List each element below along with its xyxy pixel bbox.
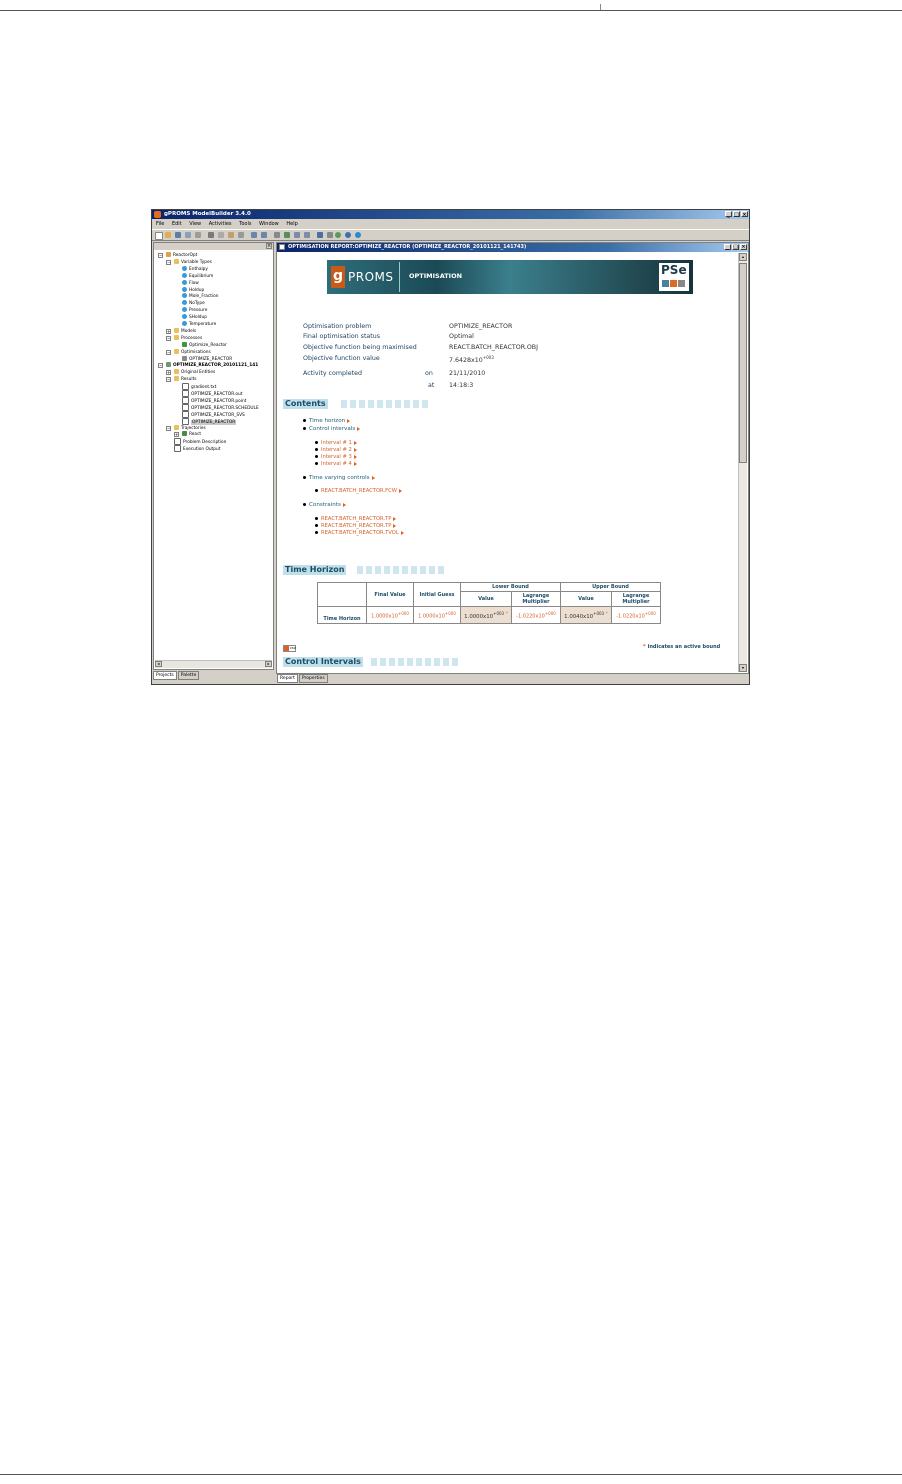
folder-icon <box>174 328 179 333</box>
link-control-intervals[interactable] <box>303 426 360 432</box>
header-upper-bound: Upper Bound <box>561 583 661 592</box>
link-interval-4[interactable] <box>315 461 357 467</box>
tree-item-label: Holdup <box>189 287 205 293</box>
link-constraint-tp-2-label: REACT.BATCH_REACTOR.TP <box>321 523 392 529</box>
active-bound-note-text: indicates an active bound <box>647 644 721 650</box>
problem-label: Optimisation problem <box>303 323 372 330</box>
cell-lb-lagrange <box>512 607 561 624</box>
tree-item-label: OPTIMIZE_REACTOR_20101121_141 <box>173 363 259 369</box>
csv-icon-square <box>284 646 289 651</box>
dropdown-icon[interactable] <box>327 232 333 238</box>
menu-bar <box>152 220 749 228</box>
objective-numeric-value <box>449 355 494 364</box>
csv-export-icon[interactable] <box>283 645 296 652</box>
pse-logo <box>659 263 689 291</box>
window-title: gPROMS ModelBuilder 3.4.0 <box>164 211 251 217</box>
header-initial-guess: Initial Guess <box>414 583 461 607</box>
project-panel-header <box>154 243 273 250</box>
folder-icon <box>174 376 179 381</box>
link-interval-2[interactable] <box>315 447 357 453</box>
report-panel-header[interactable] <box>277 243 748 252</box>
scroll-left-icon[interactable]: ◂ <box>155 661 162 667</box>
link-time-varying-label: Time varying controls <box>309 475 370 481</box>
link-time-varying-controls[interactable] <box>303 475 375 481</box>
at-label: at <box>428 382 435 389</box>
expand-icon[interactable]: + <box>175 432 179 438</box>
pse-logo-square-grey <box>678 280 685 287</box>
folder-icon <box>174 425 179 430</box>
toolbar <box>152 229 749 241</box>
window-titlebar[interactable] <box>152 210 749 219</box>
cell-initial-guess <box>414 607 461 624</box>
left-panel-tabs <box>153 671 200 679</box>
arrow-right-icon <box>393 517 396 521</box>
objective-label: Objective function being maximised <box>303 344 417 351</box>
banner-divider <box>399 262 400 292</box>
tree-item-label: Temperature <box>189 322 217 327</box>
row-label-time-horizon: Time Horizon <box>318 607 367 624</box>
scroll-up-icon[interactable]: ▴ <box>739 253 747 261</box>
tree-item-label: OPTIMIZE_REACTOR.point <box>191 398 247 404</box>
expand-icon[interactable]: + <box>167 328 171 334</box>
tree-item-label: OPTIMIZE_REACTOR <box>192 419 236 425</box>
undo-icon[interactable] <box>251 232 257 238</box>
collapse-icon[interactable]: − <box>167 335 171 341</box>
report-panel-tabs <box>277 674 329 682</box>
scroll-thumb[interactable] <box>739 263 747 463</box>
application-window <box>151 209 750 685</box>
banner-title: OPTIMISATION <box>409 272 463 280</box>
tree-item-label: gradient.txt <box>191 385 217 391</box>
tree-item-label: Equilibrium <box>189 273 214 279</box>
header-final-value: Final Value <box>367 583 414 607</box>
tree-item-label: Results <box>181 377 197 383</box>
pse-logo-square-blue <box>662 280 669 287</box>
section-header-dots <box>357 566 447 574</box>
completed-label: Activity completed <box>303 370 362 377</box>
link-interval-1-label: Interval # 1 <box>321 440 352 446</box>
tree-item-label: Optimize_Reactor <box>189 342 227 348</box>
variable-type-icon <box>182 280 187 285</box>
arrow-right-icon <box>354 448 357 452</box>
link-constraint-tvol-label: REACT.BATCH_REACTOR.TVOL <box>321 530 399 536</box>
close-button[interactable]: × <box>742 212 747 218</box>
header-lb-value: Value <box>461 592 512 607</box>
collapse-icon[interactable]: − <box>167 377 171 383</box>
collapse-icon[interactable]: − <box>167 259 171 265</box>
link-constraint-tvol[interactable] <box>315 530 404 536</box>
cell-lb-value <box>461 607 512 624</box>
report-panel-title: OPTIMISATION REPORT:OPTIMIZE_REACTOR (OPTIMIZE_REACTOR_20101121_141743) <box>288 244 527 250</box>
save-icon[interactable] <box>175 232 181 238</box>
results-project-icon <box>166 362 171 367</box>
tab-report[interactable]: Report <box>277 674 298 683</box>
gproms-app-icon <box>154 211 161 218</box>
variable-type-icon <box>182 273 187 278</box>
link-time-horizon[interactable] <box>303 418 350 424</box>
paste-icon[interactable] <box>228 232 234 238</box>
tab-palette[interactable]: Palette <box>178 671 200 680</box>
close-panel-button[interactable]: × <box>267 243 272 249</box>
link-control-fcw-label: REACT.BATCH_REACTOR.FCW <box>321 488 397 494</box>
contents-heading: Contents <box>285 399 326 408</box>
link-constraints-label: Constraints <box>309 502 341 508</box>
scroll-right-icon[interactable]: ▸ <box>265 661 272 667</box>
objective-mantissa: 7.6428x10 <box>449 357 483 365</box>
report-banner <box>327 260 693 294</box>
page-bottom-rule <box>0 1474 902 1475</box>
lb-mantissa: 1.0000x10 <box>464 613 494 620</box>
objective-exponent: +003 <box>482 355 494 360</box>
link-control-intervals-label: Control intervals <box>309 426 356 432</box>
arrow-right-icon <box>343 503 346 507</box>
link-control-fcw[interactable] <box>315 488 402 494</box>
gproms-logo-g: g <box>331 266 345 288</box>
menu-edit[interactable]: Edit <box>171 221 182 227</box>
tab-properties[interactable]: Properties <box>299 674 328 683</box>
collapse-icon[interactable]: − <box>167 349 171 355</box>
control-intervals-heading: Control Intervals <box>285 657 361 666</box>
ub-exponent: +003 <box>593 610 605 616</box>
table-row <box>318 607 661 624</box>
project-tree-panel <box>153 242 274 670</box>
scroll-down-icon[interactable]: ▾ <box>739 664 747 672</box>
file-icon <box>174 445 181 452</box>
lb-lagrange-mantissa: -1.0220x10 <box>516 613 545 620</box>
execute-icon[interactable] <box>335 232 341 238</box>
tree-item-label: Problem Description <box>183 440 227 446</box>
arrow-right-icon <box>354 462 357 466</box>
cell-final-value <box>367 607 414 624</box>
tree-item-label: Original Entities <box>181 370 216 376</box>
contents-section-header <box>283 399 723 409</box>
menu-help[interactable]: Help <box>286 221 298 227</box>
redo-icon[interactable] <box>261 232 267 238</box>
link-constraint-tp-1-label: REACT.BATCH_REACTOR.TP <box>321 516 392 522</box>
status-label: Final optimisation status <box>303 333 381 340</box>
maximize-button[interactable]: □ <box>734 212 739 218</box>
save-all-icon[interactable] <box>185 232 191 238</box>
report-panel <box>276 242 749 674</box>
tree-horizontal-scrollbar[interactable] <box>155 660 272 668</box>
report-document-icon <box>279 244 285 250</box>
tree-item-label: Models <box>181 328 197 334</box>
report-restore-button[interactable]: □ <box>733 244 738 250</box>
variable-type-icon <box>182 314 187 319</box>
section-header-dots <box>341 400 431 408</box>
tree-item-label: OPTIMIZE_REACTOR.out <box>191 392 243 397</box>
tree-item-label: OPTIMIZE_REACTOR <box>189 356 233 362</box>
variable-type-icon <box>182 307 187 312</box>
collapse-icon[interactable]: − <box>159 363 163 369</box>
tree-item-label: React <box>189 432 202 438</box>
arrow-right-icon <box>347 419 350 423</box>
arrow-right-icon <box>357 427 360 431</box>
lb-active-mark: * <box>505 610 508 616</box>
link-constraints[interactable] <box>303 502 346 508</box>
link-interval-3[interactable] <box>315 454 357 460</box>
forward-icon[interactable] <box>304 232 310 238</box>
link-interval-4-label: Interval # 4 <box>321 461 352 467</box>
tree-item-label: ReactorOpt <box>173 253 198 258</box>
tree-item-label: Enthalpy <box>189 266 208 272</box>
link-interval-3-label: Interval # 3 <box>321 454 352 460</box>
control-intervals-section-header <box>283 657 723 667</box>
open-folder-icon[interactable] <box>165 232 171 238</box>
header-lower-bound: Lower Bound <box>461 583 561 592</box>
tree-item-label: Pressure <box>189 308 208 314</box>
final-exponent: +000 <box>397 610 409 616</box>
variable-type-icon <box>182 293 187 298</box>
collapse-icon[interactable]: − <box>159 253 163 258</box>
arrow-right-icon <box>401 531 404 535</box>
ub-mantissa: 1.0040x10 <box>564 613 594 620</box>
tree-item-label: Trajectories <box>181 425 206 431</box>
folder-icon <box>174 335 179 340</box>
help-icon[interactable] <box>355 232 361 238</box>
menu-tools[interactable]: Tools <box>239 221 252 227</box>
copy-icon[interactable] <box>218 232 224 238</box>
status-value: Optimal <box>449 333 474 340</box>
arrow-right-icon <box>372 476 375 480</box>
completed-date: 21/11/2010 <box>449 370 486 377</box>
arrow-right-icon <box>354 441 357 445</box>
link-constraint-tp-2[interactable] <box>315 523 396 529</box>
page-top-rule <box>0 10 902 11</box>
table-corner-cell <box>318 583 367 607</box>
section-header-dots <box>371 658 461 666</box>
variable-type-icon <box>182 321 187 326</box>
tree-item-label: Optimisations <box>181 349 211 355</box>
tree-item-label: NoType <box>189 301 205 307</box>
report-vertical-scrollbar[interactable] <box>738 253 747 672</box>
print-icon[interactable] <box>195 232 201 238</box>
expand-icon[interactable]: + <box>167 370 171 376</box>
trajectory-icon <box>182 431 187 436</box>
variable-type-icon <box>182 300 187 305</box>
initial-exponent: +000 <box>444 610 456 616</box>
menu-window[interactable]: Window <box>259 221 279 227</box>
tree-item-label: Variable Types <box>181 259 212 265</box>
initial-mantissa: 1.0000x10 <box>418 613 445 620</box>
minimize-button[interactable]: _ <box>725 211 732 217</box>
back-icon[interactable] <box>294 232 300 238</box>
link-time-horizon-label: Time horizon <box>309 418 346 424</box>
tree-item-label: Flow <box>189 280 199 286</box>
link-interval-2-label: Interval # 2 <box>321 447 352 453</box>
csv-label: csv <box>290 646 296 650</box>
tree-item-label: SHoldup <box>189 315 207 321</box>
ub-lagrange-exponent: +000 <box>644 610 656 616</box>
active-bound-star: * <box>643 644 646 650</box>
on-label: on <box>425 370 433 377</box>
pse-logo-text: PSe <box>661 263 687 277</box>
simulate-icon[interactable] <box>317 232 323 238</box>
ub-active-mark: * <box>605 610 608 616</box>
web-icon[interactable] <box>345 232 351 238</box>
cell-ub-value <box>561 607 612 624</box>
gproms-logo-text: PROMS <box>348 270 394 284</box>
tree-item[interactable] <box>174 445 220 452</box>
time-horizon-heading: Time Horizon <box>285 565 345 574</box>
collapse-icon[interactable]: − <box>167 425 171 431</box>
menu-file[interactable]: File <box>156 221 165 227</box>
objective-value: REACT.BATCH_REACTOR.OBJ <box>449 344 538 351</box>
report-content <box>283 254 733 674</box>
tree-item-label: OPTIMIZE_REACTOR_SVS <box>191 412 245 418</box>
optimisation-icon <box>182 356 187 361</box>
variable-type-icon <box>182 266 187 271</box>
folder-icon <box>174 259 179 264</box>
report-minimize-button[interactable]: _ <box>724 244 731 250</box>
arrow-right-icon <box>393 524 396 528</box>
folder-icon <box>174 369 179 374</box>
tree-item-label: Processes <box>181 335 203 341</box>
time-horizon-table <box>317 582 661 624</box>
link-constraint-tp-1[interactable] <box>315 516 396 522</box>
delete-icon[interactable] <box>238 232 244 238</box>
run-icon[interactable] <box>284 232 290 238</box>
objective-value-label: Objective function value <box>303 355 380 362</box>
problem-value: OPTIMIZE_REACTOR <box>449 323 513 330</box>
lb-lagrange-exponent: +000 <box>544 610 556 616</box>
header-ub-lagrange: Lagrange Multiplier <box>612 592 661 607</box>
header-lb-lagrange: Lagrange Multiplier <box>512 592 561 607</box>
header-ub-value: Value <box>561 592 612 607</box>
final-mantissa: 1.0000x10 <box>371 613 398 620</box>
find-icon[interactable] <box>274 232 280 238</box>
cut-icon[interactable] <box>208 232 214 238</box>
report-close-button[interactable]: × <box>741 244 746 250</box>
tree-item-label: Mole_Fraction <box>189 294 219 300</box>
completed-time: 14:18:3 <box>449 382 474 389</box>
link-interval-1[interactable] <box>315 440 357 446</box>
project-icon <box>166 252 171 257</box>
folder-icon <box>174 349 179 354</box>
tab-projects[interactable]: Projects <box>153 671 177 680</box>
pse-logo-square-orange <box>670 280 677 287</box>
tree-item-label: Execution Output <box>183 447 221 453</box>
lb-exponent: +003 <box>493 610 505 616</box>
active-bound-note <box>643 644 720 650</box>
new-file-icon[interactable] <box>155 232 163 240</box>
variable-type-icon <box>182 287 187 292</box>
process-icon <box>182 342 187 347</box>
page-top-tick <box>600 4 601 10</box>
menu-activities[interactable]: Activities <box>208 221 232 227</box>
cell-ub-lagrange <box>612 607 661 624</box>
menu-view[interactable]: View <box>189 221 202 227</box>
tree-item-label: OPTIMIZE_REACTOR.SCHEDULE <box>191 405 259 411</box>
arrow-right-icon <box>354 455 357 459</box>
time-horizon-section-header <box>283 565 723 575</box>
arrow-right-icon <box>399 489 402 493</box>
ub-lagrange-mantissa: -1.0220x10 <box>616 613 645 620</box>
